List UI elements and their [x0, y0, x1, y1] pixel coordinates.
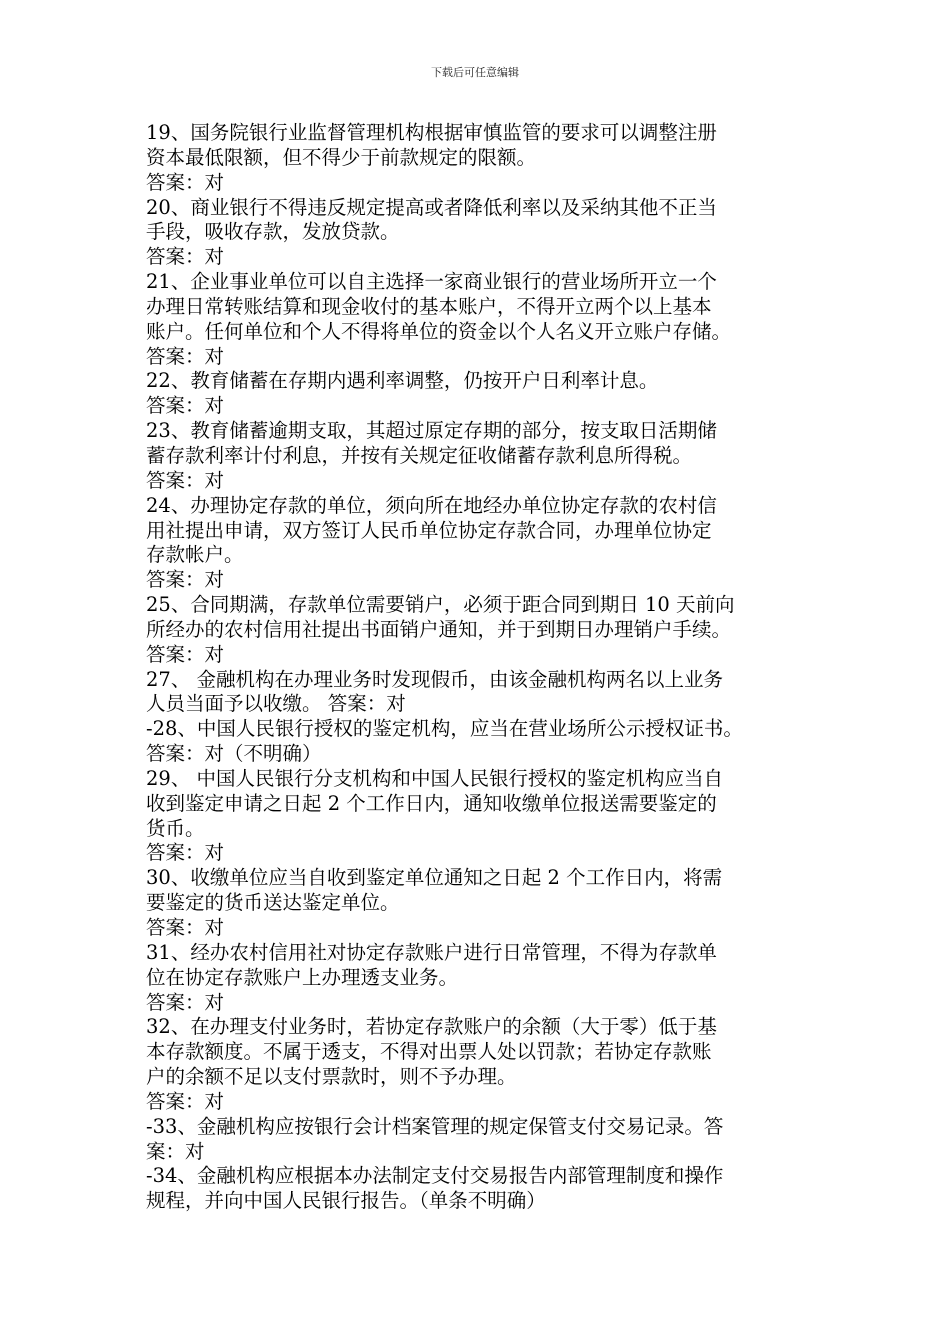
- text-line: 31、经办农村信用社对协定存款账户进行日常管理，不得为存款单: [146, 940, 717, 964]
- text-line: 案：对: [146, 1139, 205, 1163]
- text-line: 所经办的农村信用社提出书面销户通知，并于到期日办理销户手续。: [146, 617, 732, 641]
- text-line: 32、在办理支付业务时，若协定存款账户的余额（大于零）低于基: [146, 1015, 717, 1039]
- text-line: 24、办理协定存款的单位，须向所在地经办单位协定存款的农村信: [146, 493, 717, 517]
- text-line: 23、教育储蓄逾期支取，其超过原定存期的部分，按支取日活期储: [146, 419, 717, 443]
- answer-line: 答案：对: [146, 245, 225, 269]
- answer-line: 答案：对: [146, 841, 225, 865]
- text-line: 户的余额不足以支付票款时，则不予办理。: [146, 1065, 517, 1089]
- text-line: 存款帐户。: [146, 543, 244, 567]
- text-line: -33、金融机构应按银行会计档案管理的规定保管支付交易记录。答: [146, 1114, 724, 1138]
- text-line: 货币。: [146, 816, 205, 840]
- text-line: 22、教育储蓄在存期内遇利率调整，仍按开户日利率计息。: [146, 369, 659, 393]
- answer-line: 答案：对: [146, 642, 225, 666]
- text-line: 要鉴定的货币送达鉴定单位。: [146, 891, 400, 915]
- text-line: 资本最低限额，但不得少于前款规定的限额。: [146, 145, 537, 169]
- text-line: 手段，吸收存款，发放贷款。: [146, 220, 400, 244]
- text-line: 蓄存款利率计付利息，并按有关规定征收储蓄存款利息所得税。: [146, 443, 693, 467]
- text-line: 25、合同期满，存款单位需要销户，必须于距合同到期日 10 天前向: [146, 593, 735, 617]
- text-line: -34、金融机构应根据本办法制定支付交易报告内部管理制度和操作: [146, 1164, 724, 1188]
- answer-line: 答案：对: [146, 394, 225, 418]
- page-header: 下载后可任意编辑: [431, 66, 519, 79]
- text-line: 人员当面予以收缴。 答案：对: [146, 692, 406, 716]
- answer-line: 答案：对: [146, 916, 225, 939]
- text-line: 本存款额度。不属于透支，不得对出票人处以罚款；若协定存款账: [146, 1040, 712, 1064]
- text-line: 收到鉴定申请之日起 2 个工作日内，通知收缴单位报送需要鉴定的: [146, 791, 717, 815]
- answer-line: 答案：对: [146, 468, 225, 492]
- answer-line: 答案：对: [146, 344, 225, 368]
- text-line: 20、商业银行不得违反规定提高或者降低利率以及采纳其他不正当: [146, 195, 717, 219]
- text-line: 30、收缴单位应当自收到鉴定单位通知之日起 2 个工作日内，将需: [146, 866, 723, 890]
- text-line: 21、企业事业单位可以自主选择一家商业银行的营业场所开立一个: [146, 270, 717, 294]
- text-line: 27、 金融机构在办理业务时发现假币，由该金融机构两名以上业务: [146, 667, 724, 691]
- text-line: 规程，并向中国人民银行报告。（单条不明确）: [146, 1189, 546, 1213]
- answer-line: 答案：对（不明确）: [146, 742, 322, 766]
- answer-line: 答案：对: [146, 170, 225, 194]
- text-line: 29、 中国人民银行分支机构和中国人民银行授权的鉴定机构应当自: [146, 766, 724, 790]
- text-line: 账户。任何单位和个人不得将单位的资金以个人名义开立账户存储。: [146, 319, 732, 343]
- answer-line: 答案：对: [146, 1089, 225, 1113]
- text-line: 用社提出申请，双方签订人民币单位协定存款合同，办理单位协定: [146, 518, 712, 542]
- text-line: 办理日常转账结算和现金收付的基本账户，不得开立两个以上基本: [146, 294, 712, 318]
- document-body: [146, 121, 826, 1214]
- answer-line: 答案：对: [146, 990, 225, 1014]
- text-line: -28、中国人民银行授权的鉴定机构，应当在营业场所公示授权证书。: [146, 717, 743, 741]
- text-line: 19、国务院银行业监督管理机构根据审慎监管的要求可以调整注册: [146, 121, 717, 144]
- answer-line: 答案：对: [146, 568, 225, 592]
- text-line: 位在协定存款账户上办理透支业务。: [146, 965, 459, 989]
